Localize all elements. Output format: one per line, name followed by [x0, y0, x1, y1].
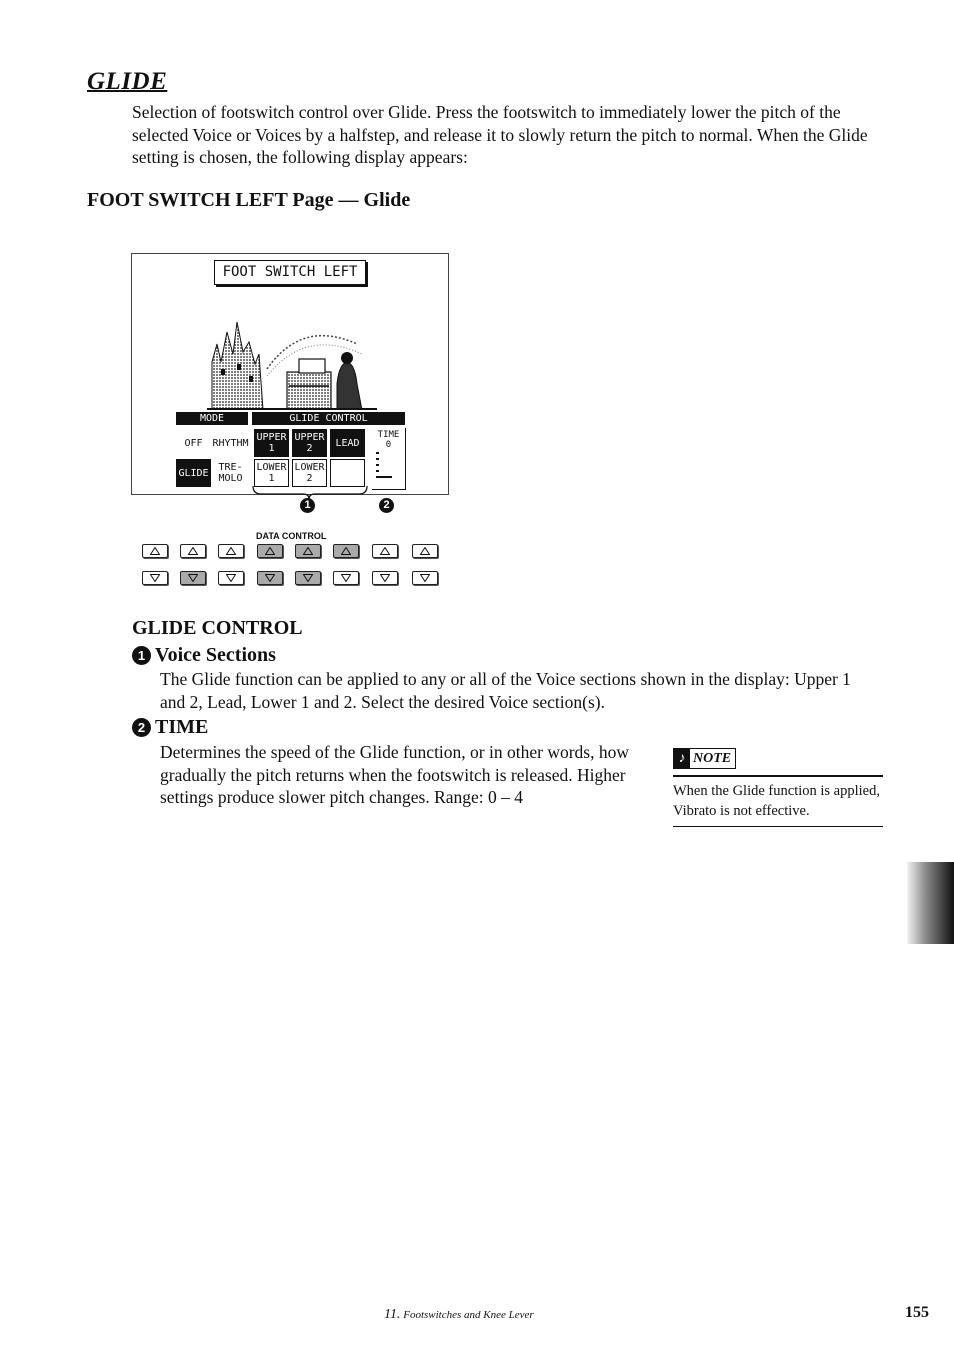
lcd-lower2: LOWER 2	[292, 459, 327, 487]
intro-paragraph: Selection of footswitch control over Glide. Press the footswitch to immediately lower the pitch of the selected Voice or Voices by a halfstep, and release it to slowly return the pitch to normal. When the Glide setting is chosen, the following display appears:	[132, 102, 868, 167]
callout-marker-1: 1	[300, 498, 315, 513]
lcd-off: OFF	[176, 429, 211, 457]
voice-sections-heading	[132, 644, 276, 667]
note-bottom-rule	[673, 826, 883, 827]
down-arrow-icon	[303, 574, 313, 582]
down-arrow-icon	[420, 574, 430, 582]
data-control-up-4[interactable]	[257, 544, 283, 558]
data-control-down-1[interactable]	[142, 571, 168, 585]
time-level-meter	[372, 450, 406, 482]
lcd-title: FOOT SWITCH LEFT	[214, 260, 366, 285]
data-control-up-8[interactable]	[412, 544, 438, 558]
note-text: When the Glide function is applied, Vibrato is not effective.	[673, 782, 880, 819]
music-note-icon: ♪	[674, 749, 690, 768]
footer-chapter-title: Footswitches and Knee Lever	[403, 1309, 534, 1321]
glide-control-heading: GLIDE CONTROL	[132, 617, 303, 639]
footer-chapter-number: 11.	[384, 1307, 401, 1322]
up-arrow-icon	[303, 547, 313, 555]
data-control-down-3[interactable]	[218, 571, 244, 585]
up-arrow-icon	[150, 547, 160, 555]
data-control-up-3[interactable]	[218, 544, 244, 558]
glide-control-header: GLIDE CONTROL	[252, 412, 405, 425]
time-title: TIME	[155, 716, 209, 738]
data-control-down-5[interactable]	[295, 571, 321, 585]
data-control-up-6[interactable]	[333, 544, 359, 558]
note-label: NOTE	[693, 750, 732, 766]
time-label: TIME	[377, 430, 400, 440]
data-control-down-4[interactable]	[257, 571, 283, 585]
lcd-tremolo: TRE- MOLO	[213, 459, 248, 487]
up-arrow-icon	[265, 547, 275, 555]
page-number: 155	[905, 1304, 929, 1321]
page-footer	[384, 1307, 534, 1323]
up-arrow-icon	[188, 547, 198, 555]
down-arrow-icon	[226, 574, 236, 582]
lcd-upper2: UPPER 2	[292, 429, 327, 457]
voice-sections-number: 1	[132, 646, 151, 665]
lcd-glide-selected: GLIDE	[176, 459, 211, 487]
down-arrow-icon	[380, 574, 390, 582]
lcd-lead: LEAD	[330, 429, 365, 457]
lcd-time	[372, 428, 406, 490]
castle-organ-illustration	[207, 314, 377, 410]
note-header	[673, 748, 736, 769]
lcd-lower1: LOWER 1	[254, 459, 289, 487]
data-control-up-1[interactable]	[142, 544, 168, 558]
down-arrow-icon	[265, 574, 275, 582]
up-arrow-icon	[226, 547, 236, 555]
voice-sections-text: The Glide function can be applied to any or all of the Voice sections shown in the display: Upper 1 and 2, Lead, Lower 1 and 2. Select the desired Voice section(s).	[160, 669, 851, 712]
time-text: Determines the speed of the Glide function, or in other words, how gradually the pitch returns when the footswitch is released. Higher settings produce slower pitch changes. Range: 0 – 4	[160, 742, 629, 807]
data-control-up-2[interactable]	[180, 544, 206, 558]
callout-marker-2: 2	[379, 498, 394, 513]
up-arrow-icon	[380, 547, 390, 555]
time-heading	[132, 716, 208, 739]
time-number: 2	[132, 718, 151, 737]
data-control-up-7[interactable]	[372, 544, 398, 558]
mode-header: MODE	[176, 412, 248, 425]
data-control-up-5[interactable]	[295, 544, 321, 558]
note-box	[673, 748, 883, 827]
page-title: GLIDE	[87, 68, 168, 95]
data-control-down-2[interactable]	[180, 571, 206, 585]
section-subheading: FOOT SWITCH LEFT Page — Glide	[87, 189, 411, 211]
lcd-display	[131, 253, 449, 495]
down-arrow-icon	[150, 574, 160, 582]
lcd-empty-cell	[330, 459, 365, 487]
note-top-rule	[673, 775, 883, 777]
up-arrow-icon	[341, 547, 351, 555]
time-value: 0	[385, 440, 392, 450]
down-arrow-icon	[188, 574, 198, 582]
lcd-rhythm: RHYTHM	[213, 429, 248, 457]
down-arrow-icon	[341, 574, 351, 582]
data-control-down-6[interactable]	[333, 571, 359, 585]
voice-sections-title: Voice Sections	[155, 644, 276, 666]
up-arrow-icon	[420, 547, 430, 555]
data-control-label: DATA CONTROL	[256, 531, 327, 541]
lcd-upper1: UPPER 1	[254, 429, 289, 457]
data-control-down-7[interactable]	[372, 571, 398, 585]
data-control-down-8[interactable]	[412, 571, 438, 585]
chapter-edge-tab	[907, 862, 954, 944]
